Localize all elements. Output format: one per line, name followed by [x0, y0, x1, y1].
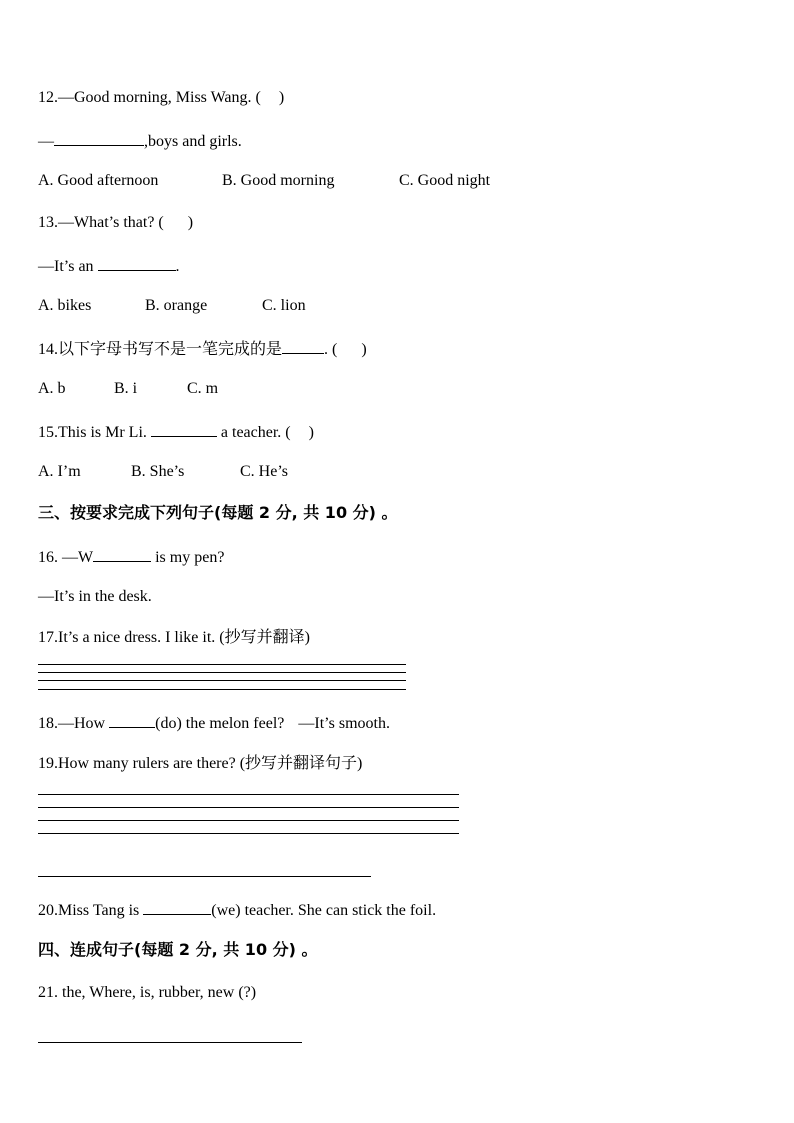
q12-stem: [38, 88, 284, 108]
q20-answer-blank[interactable]: [143, 899, 211, 915]
q14-answer-blank[interactable]: [282, 338, 324, 354]
q16-stem: [38, 546, 224, 568]
q13-reply-tail: .: [175, 258, 180, 275]
q14-stem-text: 14.以下字母书写不是一笔完成的是: [38, 341, 283, 358]
q12-stem-text: 12.—Good morning, Miss Wang. (: [38, 89, 261, 106]
q21-answer-line[interactable]: [38, 1042, 302, 1043]
q12-answer-blank[interactable]: [54, 130, 144, 146]
q12-reply-dash: —: [38, 133, 54, 150]
q19-writing-line: [38, 794, 459, 795]
q20-stem-tail: (we) teacher. She can stick the foil.: [211, 902, 437, 919]
q13-option-c[interactable]: C. lion: [262, 297, 306, 314]
q15-option-c[interactable]: C. He’s: [240, 463, 288, 480]
q14-option-c[interactable]: C. m: [187, 380, 219, 397]
q16-stem-tail: is my pen?: [155, 549, 225, 566]
q14-option-a[interactable]: A. b: [38, 380, 66, 397]
q20-stem-head: 20.Miss Tang is: [38, 902, 140, 919]
q18-stem-head: 18.—How: [38, 715, 106, 732]
q18-answer-blank[interactable]: [109, 712, 155, 728]
q14-option-b[interactable]: B. i: [114, 380, 138, 397]
q15-stem: [38, 421, 314, 443]
q15-stem-text: 15.This is Mr Li.: [38, 424, 147, 441]
q13-option-b[interactable]: B. orange: [145, 297, 208, 314]
q21-stem: 21. the, Where, is, rubber, new (?): [38, 984, 257, 1001]
section-3-heading: 三、按要求完成下列句子(每题 2 分, 共 10 分) 。: [38, 503, 398, 522]
q14-stem-tail: . (: [324, 341, 338, 358]
q15-option-a[interactable]: A. I’m: [38, 463, 81, 480]
q20-stem: [38, 899, 436, 921]
q19-writing-line: [38, 820, 459, 821]
q15-paren-close: ): [308, 424, 314, 441]
q19-writing-line: [38, 807, 459, 808]
q13-stem-text: 13.—What’s that? (: [38, 214, 164, 231]
q12-option-a[interactable]: A. Good afternoon: [38, 172, 159, 189]
q12-reply-tail: ,boys and girls.: [144, 133, 242, 150]
q15-option-b[interactable]: B. She’s: [131, 463, 185, 480]
q17-stem: 17.It’s a nice dress. I like it. (抄写并翻译): [38, 629, 310, 646]
q19-translation-line: [38, 876, 371, 877]
q13-answer-blank[interactable]: [98, 255, 176, 271]
q17-writing-line: [38, 672, 406, 673]
q13-stem: [38, 213, 193, 233]
q13-reply-head: —It’s an: [38, 258, 94, 275]
section-4-heading: 四、连成句子(每题 2 分, 共 10 分) 。: [38, 940, 318, 959]
q13-option-a[interactable]: A. bikes: [38, 297, 92, 314]
q16-stem-head: 16. —W: [38, 549, 94, 566]
q17-writing-line: [38, 689, 406, 690]
q12-reply: [38, 130, 242, 152]
q18-stem: [38, 712, 390, 734]
q13-reply: [38, 255, 180, 277]
q12-option-c[interactable]: C. Good night: [399, 172, 491, 189]
q12-paren-close: ): [278, 89, 285, 106]
q19-writing-line: [38, 833, 459, 834]
q16-answer-blank[interactable]: [93, 546, 151, 562]
q17-writing-line: [38, 680, 406, 681]
q15-stem-tail: a teacher. (: [220, 424, 291, 441]
q18-reply: —It’s smooth.: [298, 715, 390, 732]
q16-reply: —It’s in the desk.: [38, 588, 152, 605]
q14-stem: [38, 338, 367, 360]
q12-option-b[interactable]: B. Good morning: [222, 172, 335, 189]
q13-paren-close: ): [187, 214, 194, 231]
q15-answer-blank[interactable]: [151, 421, 217, 437]
q14-paren-close: ): [361, 341, 367, 358]
q19-stem: 19.How many rulers are there? (抄写并翻译句子): [38, 755, 363, 772]
q18-stem-tail: (do) the melon feel?: [155, 715, 285, 732]
q17-writing-line: [38, 664, 406, 665]
